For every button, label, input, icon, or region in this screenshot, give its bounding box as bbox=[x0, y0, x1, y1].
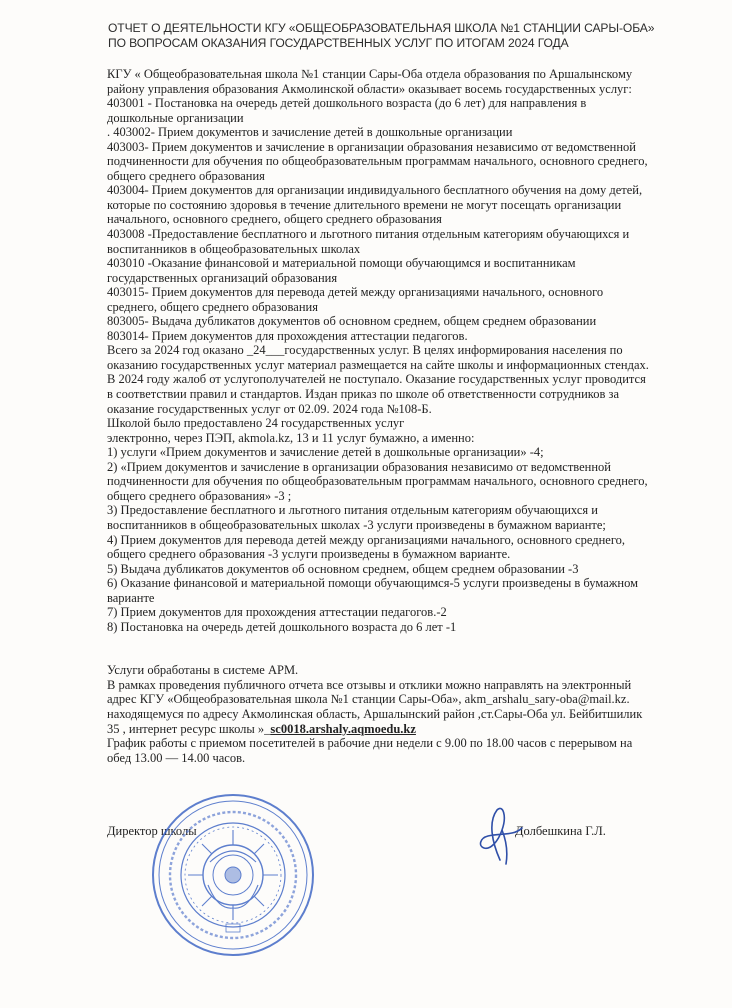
body-line-29: подчиненности для обучения по общеобразовательным программам начального, основного среднего, bbox=[107, 474, 648, 489]
body-line-14: 403010 -Оказание финансовой и материальной помощи обучающимся и воспитанникам bbox=[107, 256, 576, 271]
body-line-10: которые по состоянию здоровья в течение длительного времени не могут посещать организации bbox=[107, 197, 622, 212]
director-name: Долбешкина Г.Л. bbox=[515, 824, 606, 838]
director-label: Директор школы bbox=[107, 824, 197, 838]
schedule-line-2: обед 13.00 — 14.00 часов. bbox=[107, 750, 246, 765]
body-line-34: общего среднего образования -3 услуги произведены в бумажном варианте. bbox=[107, 547, 511, 562]
body-line-21: оказанию государственных услуг материал размещается на сайте школы и информационных стендах. bbox=[107, 357, 649, 372]
closing-line-2: В рамках проведения публичного отчета все отзывы и отклики можно направлять на электронный bbox=[107, 677, 632, 692]
body-line-18: 803005- Выдача дубликатов документов об основном среднем, общем среднем образовании bbox=[107, 314, 597, 329]
body-line-5: . 403002- Прием документов и зачисление детей в дошкольные организации bbox=[107, 125, 513, 140]
body-line-12: 403008 -Предоставление бесплатного и льготного питания отдельным категориям обучающихся и bbox=[107, 227, 630, 242]
body-line-39: 8) Постановка на очередь детей дошкольного возраста до 6 лет -1 bbox=[107, 619, 457, 634]
document-body bbox=[107, 67, 719, 765]
body-line-26: электронно, через ПЭП, akmola.kz, 13 и 11 услуг бумажно, а именно: bbox=[107, 430, 475, 445]
body-line-4: дошкольные организации bbox=[107, 110, 244, 125]
body-line-23: в соответствии правил и стандартов. Издан приказ по школе об ответственности сотрудников за bbox=[107, 387, 620, 402]
body-line-35: 5) Выдача дубликатов документов об основном среднем, общем среднем образовании -3 bbox=[107, 561, 579, 576]
body-line-38: 7) Прием документов для прохождения аттестации педагогов.-2 bbox=[107, 605, 447, 620]
body-line-27: 1) услуги «Прием документов и зачисление детей в дошкольные организации» -4; bbox=[107, 445, 544, 460]
body-line-31: 3) Предоставление бесплатного и льготного питания отдельным категориям обучающихся и bbox=[107, 503, 598, 518]
document-heading bbox=[108, 21, 708, 51]
body-line-2: району управления образования Акмолинской области» оказывает восемь государственных услуг: bbox=[107, 81, 632, 96]
closing-line-1: Услуги обработаны в системе АРМ. bbox=[107, 663, 299, 678]
body-text bbox=[107, 67, 719, 634]
heading-line-1: ОТЧЕТ О ДЕЯТЕЛЬНОСТИ КГУ «ОБЩЕОБРАЗОВАТЕЛЬНАЯ ШКОЛА №1 СТАНЦИИ САРЫ-ОБА» bbox=[108, 21, 655, 35]
heading-line-2: ПО ВОПРОСАМ ОКАЗАНИЯ ГОСУДАРСТВЕННЫХ УСЛУГ ПО ИТОГАМ 2024 ГОДА bbox=[108, 36, 569, 50]
closing-line-3: адрес КГУ «Общеобразовательная школа №1 станции Сары-Оба», akm_arshalu_sary-oba@mail.kz. bbox=[107, 692, 630, 707]
body-line-3: 403001 - Постановка на очередь детей дошкольного возраста (до 6 лет) для направления в bbox=[107, 96, 587, 111]
closing-line-4: находящемуся по адресу Акмолинская область, Аршалынский район ,ст.Сары-Оба ул. Бейбитшилик bbox=[107, 706, 643, 721]
body-line-15: государственных организаций образования bbox=[107, 270, 338, 285]
schedule-text bbox=[107, 736, 719, 765]
state-emblem-seal-icon bbox=[148, 790, 318, 960]
website-link[interactable]: sc0018.arshaly.aqmoedu.kz bbox=[270, 721, 416, 736]
body-line-13: воспитанников в общеобразовательных школах bbox=[107, 241, 361, 256]
body-line-22: В 2024 году жалоб от услугополучателей не поступало. Оказание государственных услуг проводится bbox=[107, 372, 646, 387]
body-line-1: КГУ « Общеобразовательная школа №1 станции Сары-Оба отдела образования по Аршалынскому bbox=[107, 67, 633, 81]
closing-text bbox=[107, 663, 719, 721]
body-line-20: Всего за 2024 год оказано _24___государственных услуг. В целях информирования населения по bbox=[107, 343, 623, 358]
body-line-6: 403003- Прием документов и зачисление в организации образования независимо от ведомственной bbox=[107, 139, 636, 154]
body-line-24: оказание государственных услуг от 02.09. 2024 года №108-Б. bbox=[107, 401, 432, 416]
paragraph-gap bbox=[107, 634, 719, 663]
body-line-30: общего среднего образования» -3 ; bbox=[107, 488, 292, 503]
body-line-19: 803014- Прием документов для прохождения аттестации педагогов. bbox=[107, 328, 468, 343]
body-line-28: 2) «Прием документов и зачисление в организации образования независимо от ведомственной bbox=[107, 459, 611, 474]
body-line-11: начального, основного среднего, общего среднего образования bbox=[107, 212, 442, 227]
schedule-line-1: График работы с приемом посетителей в рабочие дни недели с 9.00 по 18.00 часов с перерывом на bbox=[107, 736, 633, 751]
body-line-36: 6) Оказание финансовой и материальной помощи обучающимся-5 услуги произведены в бумажном bbox=[107, 576, 639, 591]
website-prefix: 35 , интернет ресурс школы »_ bbox=[107, 721, 271, 736]
handwritten-signature-icon bbox=[470, 802, 530, 872]
body-line-25: Школой было предоставлено 24 государственных услуг bbox=[107, 416, 405, 431]
body-line-17: среднего, общего среднего образования bbox=[107, 299, 318, 314]
body-line-32: воспитанников в общеобразовательных школах -3 услуги произведены в бумажном варианте; bbox=[107, 517, 606, 532]
body-line-7: подчиненности для обучения по общеобразовательным программам начального, основного среднего, bbox=[107, 154, 648, 169]
website-line bbox=[107, 722, 719, 737]
body-line-16: 403015- Прием документов для перевода детей между организациями начального, основного bbox=[107, 285, 604, 300]
body-line-9: 403004- Прием документов для организации индивидуального бесплатного обучения на дому детей, bbox=[107, 183, 643, 198]
body-line-33: 4) Прием документов для перевода детей между организациями начального, основного среднего, bbox=[107, 532, 626, 547]
body-line-8: общего среднего образования bbox=[107, 168, 265, 183]
body-line-37: варианте bbox=[107, 590, 155, 605]
